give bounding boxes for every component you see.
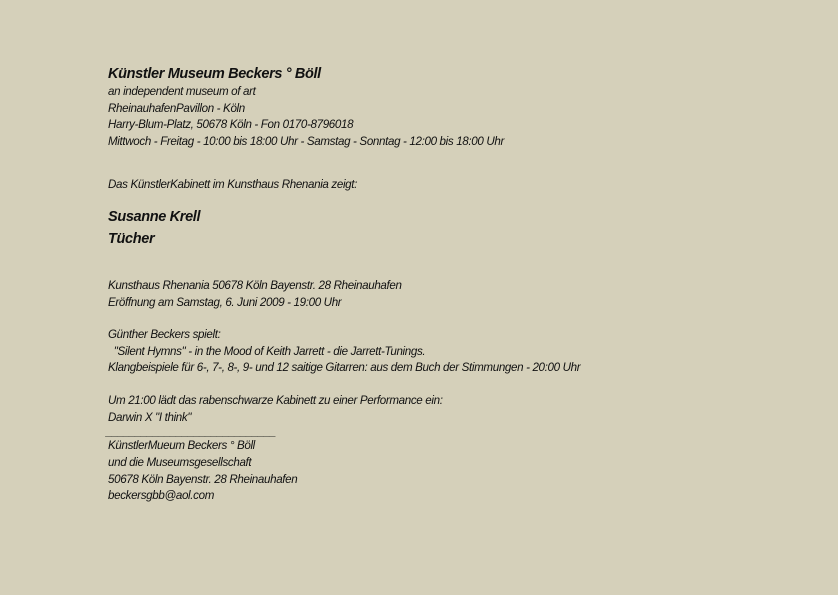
museum-location: RheinauhafenPavillon - Köln bbox=[108, 101, 245, 115]
venue-address: Kunsthaus Rhenania 50678 Köln Bayenstr. 28 Rheinauhafen bbox=[108, 279, 402, 293]
footer-address: 50678 Köln Bayenstr. 28 Rheinauhafen bbox=[108, 472, 298, 486]
music-heading: Günther Beckers spielt: bbox=[108, 327, 221, 341]
intro-text: Das KünstlerKabinett im Kunsthaus Rhenania zeigt: bbox=[108, 177, 358, 191]
divider-line: _____________________________ bbox=[106, 425, 276, 439]
music-program: "Silent Hymns" - in the Mood of Keith Jarrett - die Jarrett-Tunings. bbox=[108, 344, 426, 358]
opening-hours: Mittwoch - Freitag - 10:00 bis 18:00 Uhr - Samstag - Sonntag - 12:00 bis 18:00 Uhr bbox=[108, 135, 504, 149]
performance-announcement: Um 21:00 lädt das rabenschwarze Kabinett zu einer Performance ein: bbox=[108, 393, 443, 407]
artist-name: Susanne Krell bbox=[108, 209, 201, 226]
museum-subtitle: an independent museum of art bbox=[108, 85, 256, 98]
footer-society: und die Museumsgesellschaft bbox=[108, 455, 252, 469]
footer-organizer: KünstlerMueum Beckers ° Böll bbox=[108, 439, 255, 453]
invitation-text bbox=[108, 64, 580, 505]
footer-email: beckersgbb@aol.com bbox=[108, 489, 215, 503]
museum-address: Harry-Blum-Platz, 50678 Köln - Fon 0170-8796018 bbox=[108, 118, 354, 132]
exhibition-title: Tücher bbox=[108, 231, 155, 248]
music-details: Klangbeispiele für 6-, 7-, 8-, 9- und 12 saitige Gitarren: aus dem Buch der Stimmungen - 20:00 Uhr bbox=[108, 361, 581, 375]
opening-date: Eröffnung am Samstag, 6. Juni 2009 - 19:00 Uhr bbox=[108, 296, 342, 310]
performance-title: Darwin X "I think" bbox=[108, 410, 192, 424]
museum-title: Künstler Museum Beckers ° Böll bbox=[108, 66, 321, 82]
